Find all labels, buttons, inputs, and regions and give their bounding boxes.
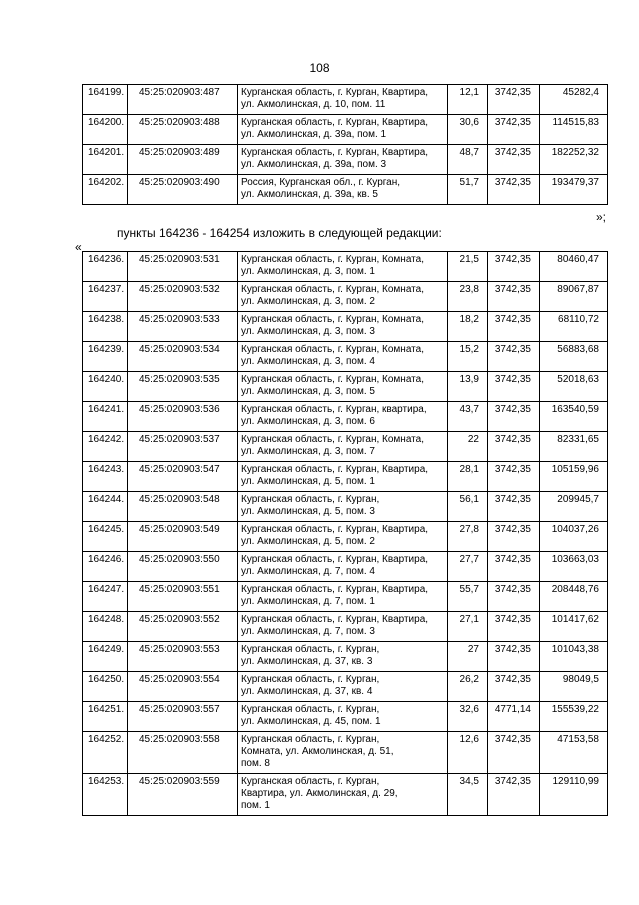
rate-value: 3742,35 [488,372,540,402]
area-value: 15,2 [448,342,488,372]
address-line: ул. Акмолинская, д. 5, пом. 2 [241,536,375,547]
address-line: ул. Акмолинская, д. 7, пом. 3 [241,626,375,637]
area-value: 51,7 [448,175,488,205]
table-row [83,582,608,612]
address-line: Курганская область, г. Курган, Квартира, [241,117,429,128]
address-line: Курганская область, г. Курган, Комната, [241,314,424,325]
row-number: 164244. [83,492,128,522]
area-value: 28,1 [448,462,488,492]
total-value: 209945,7 [540,492,608,522]
row-number: 164245. [83,522,128,552]
total-value: 208448,76 [540,582,608,612]
address-line: Курганская область, г. Курган, Комната, [241,434,424,445]
table-row [83,612,608,642]
table-row [83,774,608,816]
area-value: 27 [448,642,488,672]
table-row [83,402,608,432]
total-value: 101417,62 [540,612,608,642]
rate-value: 3742,35 [488,492,540,522]
address-line: ул. Акмолинская, д. 3, пом. 6 [241,416,375,427]
row-number: 164253. [83,774,128,816]
table-row [83,522,608,552]
table-row [83,642,608,672]
address-line: Курганская область, г. Курган, Комната, [241,284,424,295]
row-number: 164243. [83,462,128,492]
area-value: 43,7 [448,402,488,432]
rate-value: 3742,35 [488,402,540,432]
rate-value: 3742,35 [488,642,540,672]
total-value: 163540,59 [540,402,608,432]
table-row [83,432,608,462]
address-cell [238,252,448,282]
address-line: ул. Акмолинская, д. 45, пом. 1 [241,716,381,727]
table-row [83,145,608,175]
address-line: ул. Акмолинская, д. 39а, пом. 3 [241,159,387,170]
rate-value: 3742,35 [488,85,540,115]
address-cell [238,582,448,612]
address-line: пом. 1 [241,800,270,811]
table-row [83,672,608,702]
rate-value: 3742,35 [488,732,540,774]
area-value: 27,1 [448,612,488,642]
row-number: 164248. [83,612,128,642]
registry-table-bottom [82,251,608,816]
rate-value: 3742,35 [488,252,540,282]
address-line: ул. Акмолинская, д. 37, кв. 3 [241,656,373,667]
address-cell [238,175,448,205]
address-line: ул. Акмолинская, д. 3, пом. 7 [241,446,375,457]
table-row [83,372,608,402]
address-line: ул. Акмолинская, д. 3, пом. 3 [241,326,375,337]
address-cell [238,672,448,702]
address-line: ул. Акмолинская, д. 37, кв. 4 [241,686,373,697]
row-number: 164200. [83,115,128,145]
cadastral-number: 45:25:020903:536 [128,402,238,432]
cadastral-number: 45:25:020903:487 [128,85,238,115]
area-value: 22 [448,432,488,462]
address-line: Курганская область, г. Курган, [241,644,380,655]
table-row [83,342,608,372]
cadastral-number: 45:25:020903:531 [128,252,238,282]
row-number: 164237. [83,282,128,312]
area-value: 13,9 [448,372,488,402]
address-line: Курганская область, г. Курган, Квартира, [241,87,429,98]
address-line: ул. Акмолинская, д. 7, пом. 4 [241,566,375,577]
area-value: 12,6 [448,732,488,774]
address-line: Курганская область, г. Курган, квартира, [241,404,427,415]
address-line: Россия, Курганская обл., г. Курган, [241,177,401,188]
address-cell [238,522,448,552]
address-cell [238,85,448,115]
cadastral-number: 45:25:020903:534 [128,342,238,372]
address-cell [238,312,448,342]
row-number: 164249. [83,642,128,672]
row-number: 164247. [83,582,128,612]
address-line: ул. Акмолинская, д. 5, пом. 1 [241,476,375,487]
amendment-instruction: пункты 164236 - 164254 изложить в следующей редакции: [117,226,442,240]
row-number: 164251. [83,702,128,732]
address-cell [238,702,448,732]
table-row [83,462,608,492]
rate-value: 3742,35 [488,582,540,612]
row-number: 164239. [83,342,128,372]
address-line: Курганская область, г. Курган, Квартира, [241,464,429,475]
cadastral-number: 45:25:020903:537 [128,432,238,462]
rate-value: 3742,35 [488,672,540,702]
address-line: Курганская область, г. Курган, Квартира, [241,614,429,625]
row-number: 164202. [83,175,128,205]
area-value: 12,1 [448,85,488,115]
cadastral-number: 45:25:020903:533 [128,312,238,342]
total-value: 45282,4 [540,85,608,115]
address-line: ул. Акмолинская, д. 7, пом. 1 [241,596,375,607]
address-line: пом. 8 [241,758,270,769]
cadastral-number: 45:25:020903:558 [128,732,238,774]
cadastral-number: 45:25:020903:551 [128,582,238,612]
cadastral-number: 45:25:020903:490 [128,175,238,205]
closing-quote: »; [596,210,607,224]
total-value: 82331,65 [540,432,608,462]
address-cell [238,115,448,145]
cadastral-number: 45:25:020903:550 [128,552,238,582]
address-line: ул. Акмолинская, д. 5, пом. 3 [241,506,375,517]
row-number: 164240. [83,372,128,402]
row-number: 164201. [83,145,128,175]
address-line: Квартира, ул. Акмолинская, д. 29, [241,788,398,799]
table-row [83,312,608,342]
area-value: 55,7 [448,582,488,612]
table-row [83,282,608,312]
address-cell [238,402,448,432]
row-number: 164242. [83,432,128,462]
rate-value: 3742,35 [488,552,540,582]
area-value: 26,2 [448,672,488,702]
total-value: 103663,03 [540,552,608,582]
address-cell [238,732,448,774]
total-value: 155539,22 [540,702,608,732]
address-cell [238,552,448,582]
area-value: 23,8 [448,282,488,312]
rate-value: 3742,35 [488,774,540,816]
area-value: 32,6 [448,702,488,732]
address-line: Курганская область, г. Курган, Квартира, [241,554,429,565]
address-line: Курганская область, г. Курган, Комната, [241,254,424,265]
cadastral-number: 45:25:020903:553 [128,642,238,672]
address-line: ул. Акмолинская, д. 10, пом. 11 [241,99,386,110]
address-line: Курганская область, г. Курган, Квартира, [241,524,429,535]
total-value: 193479,37 [540,175,608,205]
address-line: Курганская область, г. Курган, Квартира, [241,584,429,595]
area-value: 27,7 [448,552,488,582]
total-value: 105159,96 [540,462,608,492]
address-cell [238,642,448,672]
rate-value: 3742,35 [488,312,540,342]
cadastral-number: 45:25:020903:489 [128,145,238,175]
address-line: Курганская область, г. Курган, [241,674,380,685]
row-number: 164199. [83,85,128,115]
address-line: Курганская область, г. Курган, [241,776,380,787]
table-row [83,115,608,145]
cadastral-number: 45:25:020903:488 [128,115,238,145]
registry-table-top [82,84,608,205]
address-cell [238,145,448,175]
address-line: ул. Акмолинская, д. 3, пом. 1 [241,266,375,277]
cadastral-number: 45:25:020903:548 [128,492,238,522]
table-row [83,732,608,774]
cadastral-number: 45:25:020903:547 [128,462,238,492]
rate-value: 3742,35 [488,342,540,372]
rate-value: 3742,35 [488,282,540,312]
address-cell [238,492,448,522]
address-cell [238,612,448,642]
address-line: ул. Акмолинская, д. 3, пом. 5 [241,386,375,397]
address-cell [238,462,448,492]
address-line: Курганская область, г. Курган, [241,704,380,715]
area-value: 56,1 [448,492,488,522]
row-number: 164246. [83,552,128,582]
total-value: 89067,87 [540,282,608,312]
total-value: 182252,32 [540,145,608,175]
address-cell [238,372,448,402]
address-line: ул. Акмолинская, д. 3, пом. 4 [241,356,375,367]
row-number: 164241. [83,402,128,432]
total-value: 56883,68 [540,342,608,372]
area-value: 30,6 [448,115,488,145]
rate-value: 3742,35 [488,522,540,552]
total-value: 68110,72 [540,312,608,342]
rate-value: 3742,35 [488,462,540,492]
row-number: 164252. [83,732,128,774]
cadastral-number: 45:25:020903:532 [128,282,238,312]
area-value: 18,2 [448,312,488,342]
address-cell [238,432,448,462]
address-line: ул. Акмолинская, д. 3, пом. 2 [241,296,375,307]
row-number: 164250. [83,672,128,702]
total-value: 114515,83 [540,115,608,145]
total-value: 52018,63 [540,372,608,402]
area-value: 21,5 [448,252,488,282]
address-line: ул. Акмолинская, д. 39а, пом. 1 [241,129,387,140]
total-value: 129110,99 [540,774,608,816]
opening-quote: « [75,240,82,254]
rate-value: 3742,35 [488,115,540,145]
table-row [83,492,608,522]
table-row [83,85,608,115]
cadastral-number: 45:25:020903:535 [128,372,238,402]
address-cell [238,774,448,816]
address-line: Курганская область, г. Курган, [241,734,380,745]
address-line: Курганская область, г. Курган, Комната, [241,374,424,385]
address-line: Курганская область, г. Курган, Комната, [241,344,424,355]
table-row [83,552,608,582]
address-line: Курганская область, г. Курган, Квартира, [241,147,429,158]
address-cell [238,342,448,372]
table-row [83,252,608,282]
page-number: 108 [309,61,330,75]
cadastral-number: 45:25:020903:557 [128,702,238,732]
rate-value: 3742,35 [488,175,540,205]
address-line: ул. Акмолинская, д. 39а, кв. 5 [241,189,378,200]
total-value: 101043,38 [540,642,608,672]
cadastral-number: 45:25:020903:554 [128,672,238,702]
area-value: 27,8 [448,522,488,552]
cadastral-number: 45:25:020903:549 [128,522,238,552]
rate-value: 3742,35 [488,432,540,462]
rate-value: 3742,35 [488,612,540,642]
address-line: Комната, ул. Акмолинская, д. 51, [241,746,394,757]
total-value: 47153,58 [540,732,608,774]
table-row [83,175,608,205]
area-value: 34,5 [448,774,488,816]
rate-value: 3742,35 [488,145,540,175]
row-number: 164236. [83,252,128,282]
total-value: 80460,47 [540,252,608,282]
table-row [83,702,608,732]
cadastral-number: 45:25:020903:559 [128,774,238,816]
total-value: 98049,5 [540,672,608,702]
address-line: Курганская область, г. Курган, [241,494,380,505]
cadastral-number: 45:25:020903:552 [128,612,238,642]
rate-value: 4771,14 [488,702,540,732]
total-value: 104037,26 [540,522,608,552]
area-value: 48,7 [448,145,488,175]
address-cell [238,282,448,312]
row-number: 164238. [83,312,128,342]
